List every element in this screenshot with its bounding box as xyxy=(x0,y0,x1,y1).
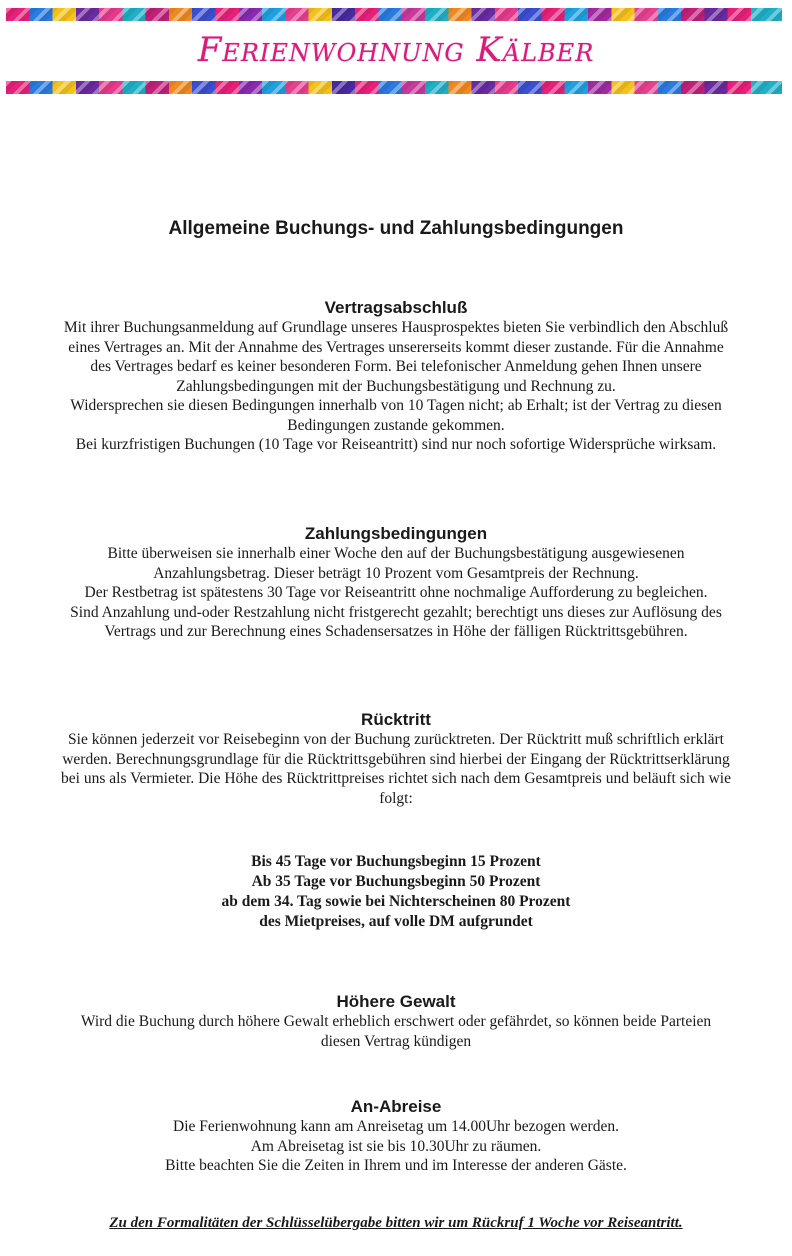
text-line: Sie können jederzeit vor Reisebeginn von der Buchung zurücktreten. Der Rücktritt muß schriftlich erklärt xyxy=(68,731,724,748)
text-line: Der Restbetrag ist spätestens 30 Tage vor Reiseantritt ohne nochmalige Aufforderung zu begleichen. xyxy=(84,584,708,601)
section-body xyxy=(0,544,792,642)
text-line: Mit ihrer Buchungsanmeldung auf Grundlage unseres Hausprospektes bieten Sie verbindlich den Abschluß xyxy=(63,319,729,336)
key-handover-note: Zu den Formalitäten der Schlüsselübergabe bitten wir um Rückruf 1 Woche vor Reiseantritt. xyxy=(109,1215,683,1231)
text-line: diesen Vertrag kündigen xyxy=(320,1032,472,1050)
section-vertragsabschluss xyxy=(0,297,792,455)
section-hoehere-gewalt xyxy=(0,991,792,1051)
section-title: An-Abreise xyxy=(350,1097,442,1116)
text-line: Sind Anzahlung und-oder Restzahlung nicht fristgerecht gezahlt; berechtigt uns dieses zur Auflösung des xyxy=(70,603,722,621)
text-line: Bei kurzfristigen Buchungen (10 Tage vor Reiseantritt) sind nur noch sofortige Widersprüche wirksam. xyxy=(75,436,717,453)
text-line: Vertrags und zur Berechnung eines Schadensersatzes in Höhe der fälligen Rücktrittsgebühren. xyxy=(104,623,688,640)
section-ruecktritt xyxy=(0,709,792,808)
document-heading: Allgemeine Buchungs- und Zahlungsbedingungen xyxy=(168,218,624,239)
section-title: Vertragsabschluß xyxy=(324,298,468,317)
text-line: Am Abreisetag ist sie bis 10.30Uhr zu räumen. xyxy=(250,1137,542,1155)
fee-term: des Mietpreises, auf volle DM aufgrundet xyxy=(259,913,533,930)
fee-term: Ab 35 Tage vor Buchungsbeginn 50 Prozent xyxy=(251,873,541,890)
text-line: Widersprechen sie diesen Bedingungen innerhalb von 10 Tagen nicht; ab Erhalt; ist der Vertrag zu diesen xyxy=(70,397,722,414)
text-line: Bitte beachten Sie die Zeiten in Ihrem und im Interesse der anderen Gäste. xyxy=(165,1157,627,1174)
site-title: Ferienwohnung Kälber xyxy=(197,30,595,70)
section-body xyxy=(0,1117,792,1176)
decorative-mosaic-band-top xyxy=(6,8,782,21)
text-line: Anzahlungsbetrag. Dieser beträgt 10 Prozent vom Gesamtpreis der Rechnung. xyxy=(153,564,639,582)
text-line: folgt: xyxy=(379,789,413,807)
text-line: eines Vertrages an. Mit der Annahme des Vertrages unsererseits kommt dieser zustande. Für die Annahme xyxy=(68,338,724,356)
decorative-mosaic-band-bottom xyxy=(6,81,782,94)
text-line: werden. Berechnungsgrundlage für die Rücktrittsgebühren sind hierbei der Eingang der Rücktrittserklärung xyxy=(62,750,730,768)
section-an-abreise xyxy=(0,1096,792,1176)
section-zahlungsbedingungen xyxy=(0,523,792,642)
text-line: des Vertrages bedarf es keiner besonderen Form. Bei telefonischer Anmeldung gehen Ihnen unsere xyxy=(90,358,702,375)
text-line: Die Ferienwohnung kann am Anreisetag um 14.00Uhr bezogen werden. xyxy=(173,1118,619,1135)
section-title: Höhere Gewalt xyxy=(336,992,456,1011)
section-title: Rücktritt xyxy=(361,710,431,729)
text-line: Bitte überweisen sie innerhalb einer Woche den auf der Buchungsbestätigung ausgewiesenen xyxy=(107,545,685,562)
section-body xyxy=(0,730,792,808)
text-line: bei uns als Vermieter. Die Höhe des Rücktrittpreises richtet sich nach dem Gesamtpreis und beläuft sich wie xyxy=(61,770,731,787)
text-line: Zahlungsbedingungen mit der Buchungsbestätigung und Rechnung zu. xyxy=(176,377,616,395)
cancellation-fee-terms xyxy=(0,852,792,932)
text-line: Wird die Buchung durch höhere Gewalt erheblich erschwert oder gefährdet, so können beide Parteien xyxy=(80,1013,712,1030)
fee-term: ab dem 34. Tag sowie bei Nichterscheinen 80 Prozent xyxy=(221,893,571,910)
section-title: Zahlungsbedingungen xyxy=(304,524,488,543)
text-line: Bedingungen zustande gekommen. xyxy=(287,416,505,434)
section-body xyxy=(0,1012,792,1051)
fee-term: Bis 45 Tage vor Buchungsbeginn 15 Prozent xyxy=(251,853,541,870)
section-body xyxy=(0,318,792,455)
